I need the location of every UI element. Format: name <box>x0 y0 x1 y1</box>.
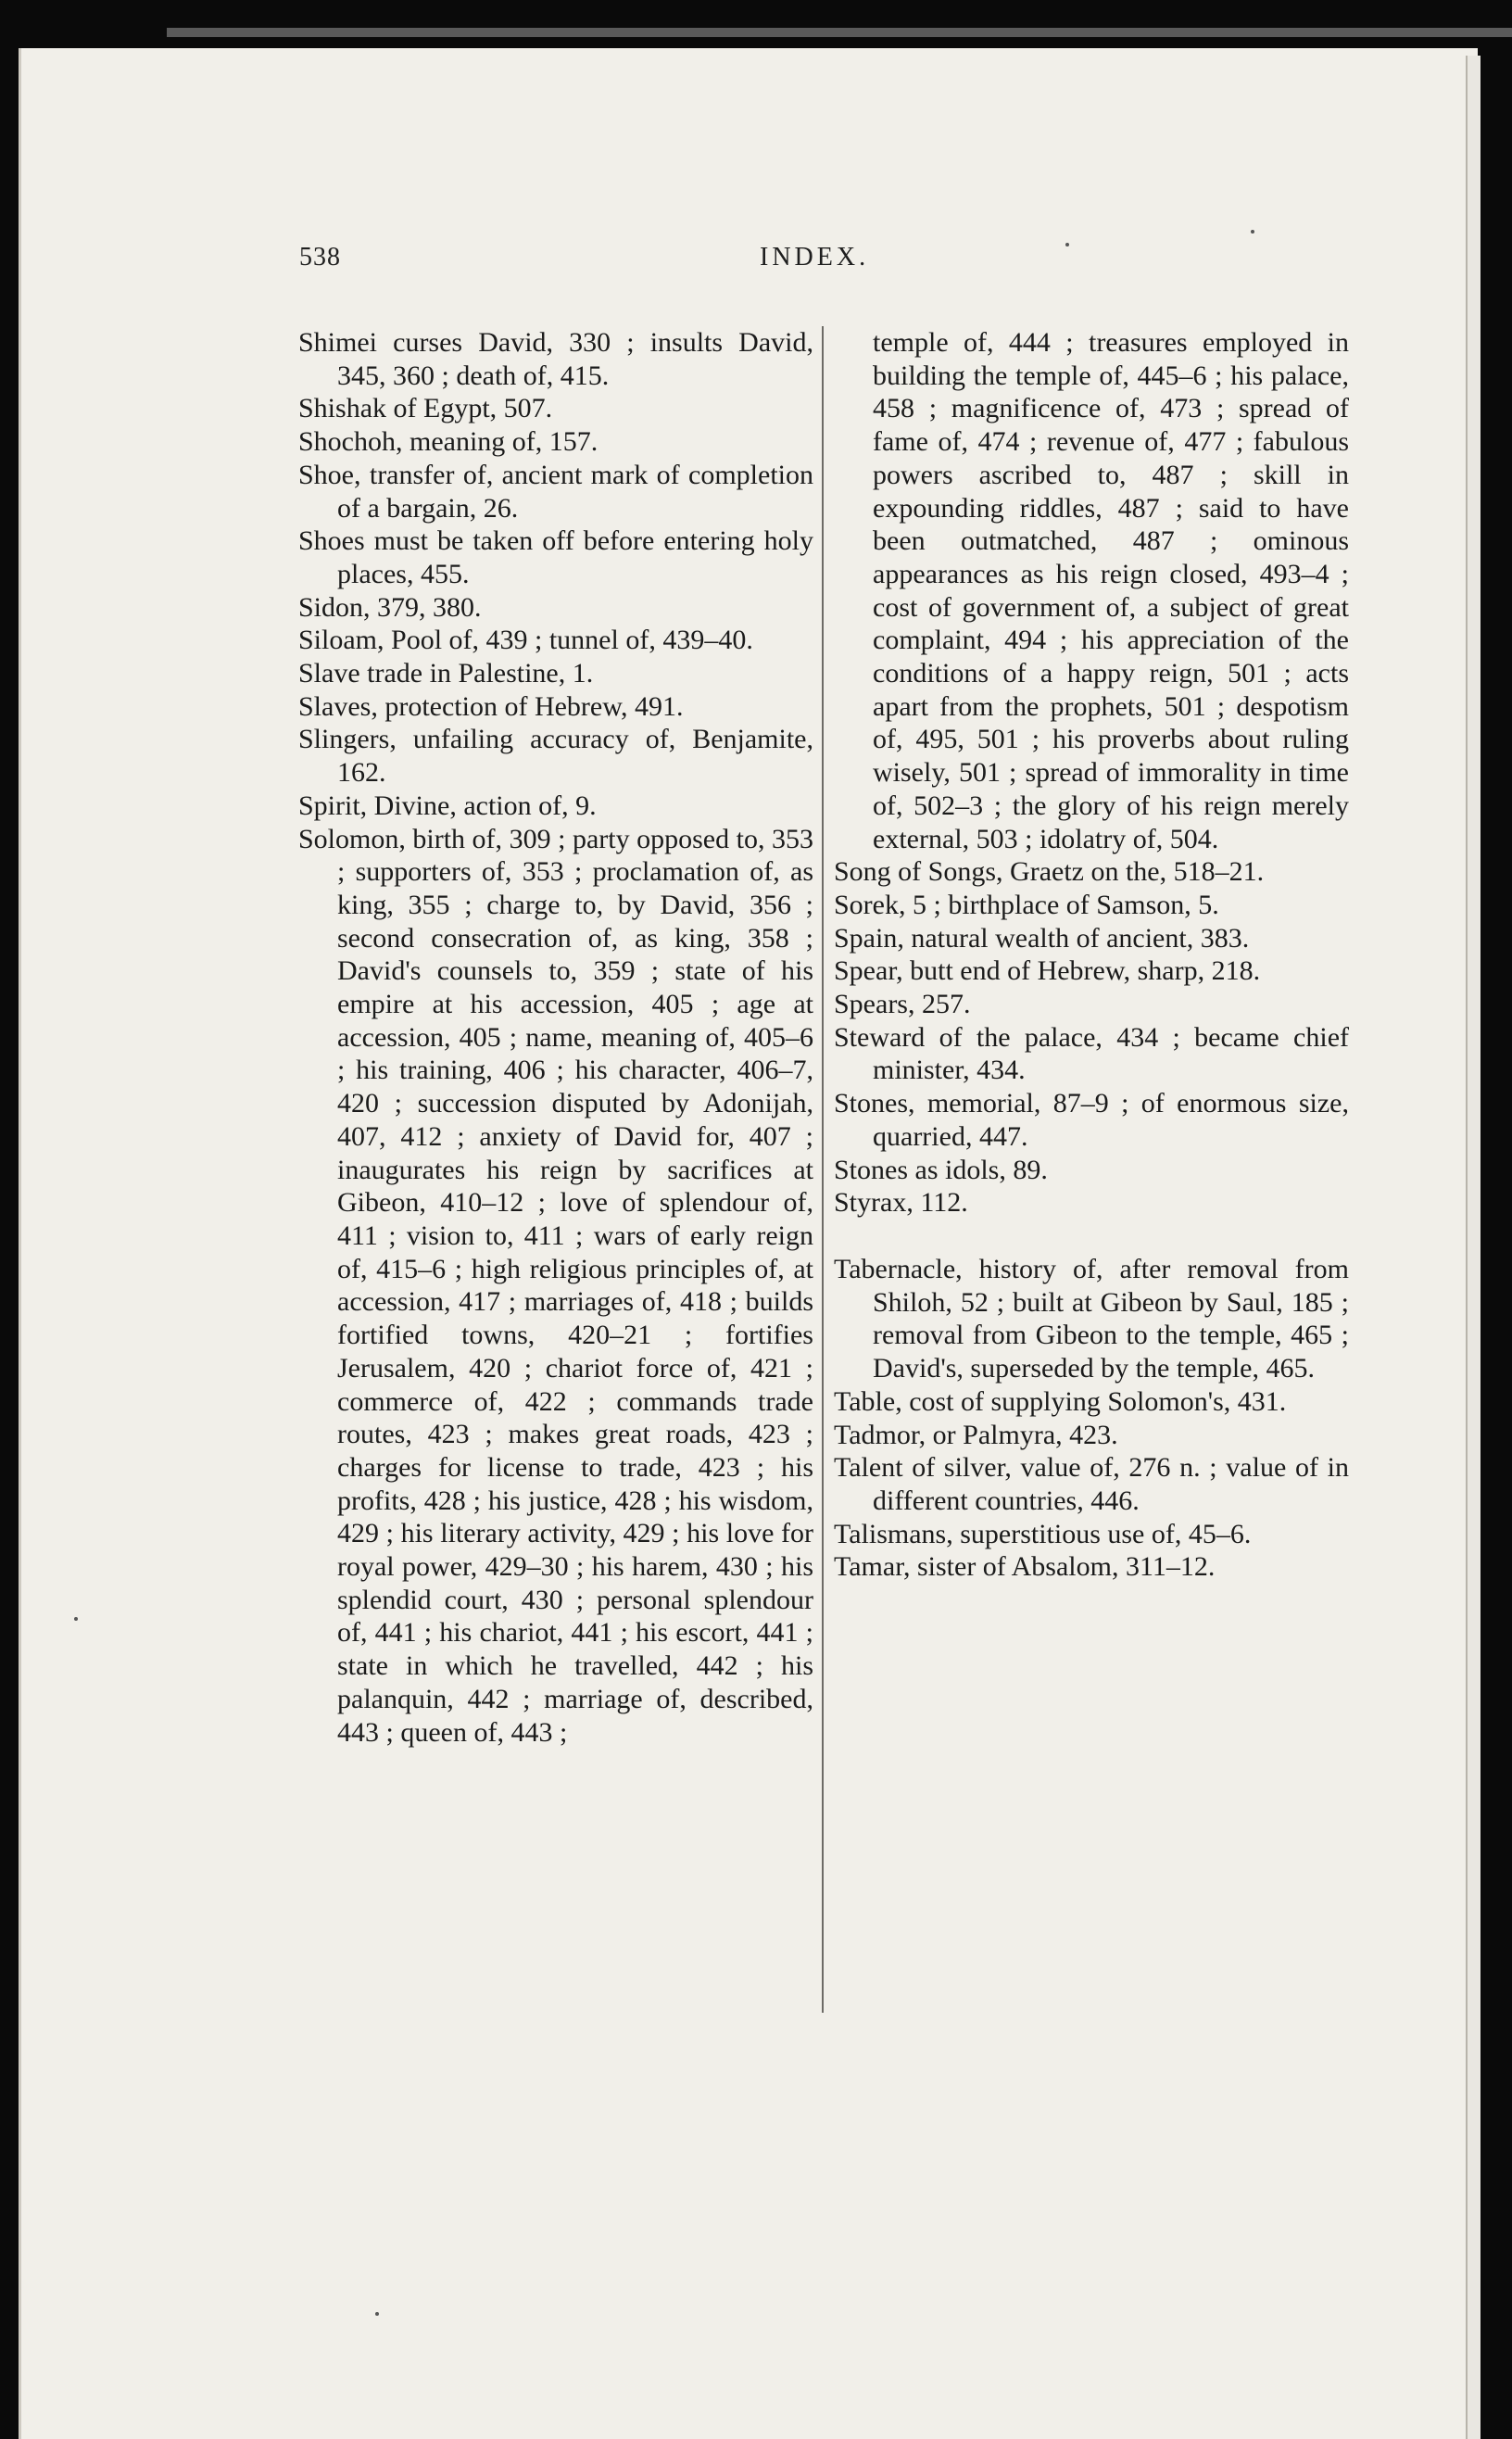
page-edge <box>1466 56 1480 2439</box>
index-entry: Slave trade in Palestine, 1. <box>298 658 594 689</box>
index-entry: Sidon, 379, 380. <box>298 591 482 623</box>
index-entry: Spears, 257. <box>834 989 971 1020</box>
page-number: 538 <box>299 243 341 272</box>
index-entry: Solomon, birth of, 309 ; party opposed to, 353 ; supporters of, 353 ; proclamation of, as king, 355 ; charge to, by David, 356 ; second consecration of, as king, 358 ; David's counsels to, 359 ; state of his empire at his accession, 405 ; age at accession, 405 ; name, meaning of, 405–6 ; his training, 406 ; his character, 406–7, 420 ; succession disputed by Adonijah, 407, 412 ; anxiety of David for, 407 ; inaugurates his reign by sacrifices at Gibeon, 410–12 ; love of splendour of, 411 ; vision to, 411 ; wars of early reign of, 415–6 ; high religious principles of, at accession, 417 ; marriages of, 418 ; builds fortified towns, 420–21 ; fortifies Jerusalem, 420 ; chariot force of, 421 ; commerce of, 422 ; commands trade routes, 423 ; makes great roads, 423 ; charges for license to trade, 423 ; his profits, 428 ; his justice, 428 ; his wisdom, 429 ; his literary activity, 429 ; his love for royal power, 429–30 ; his harem, 430 ; his splendid court, 430 ; personal splendour of, 441 ; his chariot, 441 ; his escort, 441 ; state in which he travelled, 442 ; his palanquin, 442 ; marriage of, described, 443 ; queen of, 443 ; <box>298 823 813 1748</box>
index-entry: Shimei curses David, 330 ; insults David, 345, 360 ; death of, 415. <box>298 327 813 391</box>
running-title: INDEX. <box>760 243 870 272</box>
column-divider <box>822 326 824 2013</box>
index-entry: Stones, memorial, 87–9 ; of enormous size, quarried, 447. <box>834 1088 1349 1152</box>
index-entry-continuation: temple of, 444 ; treasures employed in building the temple of, 445–6 ; his palace, 458 ; magnificence of, 473 ; spread of fame of, 474 ; revenue of, 477 ; fabulous powers ascribed to, 487 ; skill in expounding riddles, 487 ; said to have been outmatched, 487 ; ominous appearances as his reign closed, 493–4 ; cost of government of, a subject of great complaint, 494 ; his appreciation of the conditions of a happy reign, 501 ; acts apart from the prophets, 501 ; despotism of, 495, 501 ; his proverbs about ruling wisely, 501 ; spread of immorality in time of, 502–3 ; the glory of his reign merely external, 503 ; idolatry of, 504. <box>873 327 1349 854</box>
index-entry: Tadmor, or Palmyra, 423. <box>834 1419 1118 1450</box>
index-entry: Table, cost of supplying Solomon's, 431. <box>834 1385 1287 1417</box>
index-entry: Slaves, protection of Hebrew, 491. <box>298 690 684 722</box>
page-header <box>0 243 1512 280</box>
index-entry: Shishak of Egypt, 507. <box>298 393 553 424</box>
scan-speck <box>74 1617 78 1621</box>
scan-speck <box>1065 243 1069 246</box>
index-entry: Shoe, transfer of, ancient mark of completion of a bargain, 26. <box>298 459 813 524</box>
index-entry: Shochoh, meaning of, 157. <box>298 426 598 458</box>
index-entry: Shoes must be taken off before entering holy places, 455. <box>298 525 813 589</box>
scan-speck <box>1251 230 1254 234</box>
index-entry: Stones as idols, 89. <box>834 1154 1048 1185</box>
letter-section-gap <box>834 1220 1349 1253</box>
index-entry: Styrax, 112. <box>834 1187 968 1219</box>
index-entry: Spirit, Divine, action of, 9. <box>298 790 597 821</box>
index-column-left <box>298 326 813 1749</box>
scan-speck <box>375 2312 379 2316</box>
index-entry: Siloam, Pool of, 439 ; tunnel of, 439–40. <box>298 625 753 656</box>
index-entry: Tamar, sister of Absalom, 311–12. <box>834 1551 1216 1583</box>
index-entry: Sorek, 5 ; birthplace of Samson, 5. <box>834 889 1219 920</box>
index-entry: Steward of the palace, 434 ; became chief minister, 434. <box>834 1021 1349 1086</box>
index-entry: Spain, natural wealth of ancient, 383. <box>834 922 1250 954</box>
index-column-right <box>834 326 1349 1584</box>
index-entry: Song of Songs, Graetz on the, 518–21. <box>834 856 1265 888</box>
index-entry: Talent of silver, value of, 276 n. ; value of in different countries, 446. <box>834 1452 1349 1516</box>
index-entry: Tabernacle, history of, after removal from Shiloh, 52 ; built at Gibeon by Saul, 185 ; removal from Gibeon to the temple, 465 ; David's, superseded by the temple, 465. <box>834 1253 1349 1384</box>
index-entry: Spear, butt end of Hebrew, sharp, 218. <box>834 955 1261 987</box>
index-entry: Talismans, superstitious use of, 45–6. <box>834 1518 1252 1549</box>
index-entry: Slingers, unfailing accuracy of, Benjamite, 162. <box>298 724 813 789</box>
top-edge-shadow <box>167 28 1512 37</box>
